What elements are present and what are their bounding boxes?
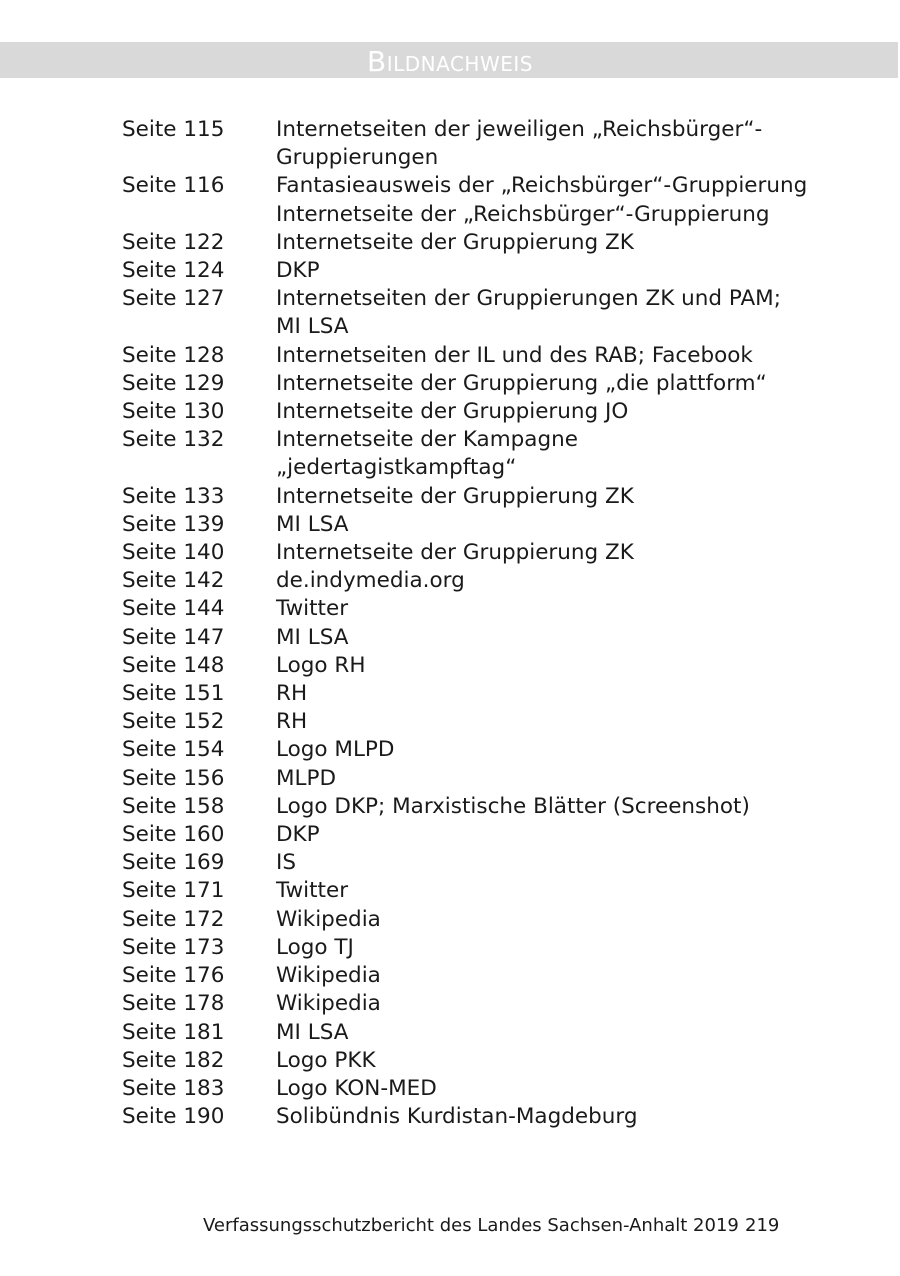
credit-source: Internetseite der Gruppierung ZK [276,483,634,509]
credit-page-label: Seite 173 [122,934,225,960]
credit-page-label: Seite 142 [122,568,225,594]
credit-entry [122,1047,822,1075]
credit-source: IS [276,850,296,876]
credit-page-label: Seite 132 [122,427,225,453]
credit-entry [122,398,822,426]
credit-source: Wikipedia [276,991,381,1017]
credit-source: de.indymedia.org [276,568,465,594]
credit-source: MI LSA [276,1019,349,1045]
credit-page-label: Seite 160 [122,822,225,848]
credit-entry [122,285,822,341]
credit-source: MI LSA [276,511,349,537]
credit-page-label: Seite 128 [122,342,225,368]
credit-source: Twitter [276,878,349,904]
credit-source: Internetseite der Gruppierung „die plattform“ [276,370,767,396]
credit-source: Internetseite der Gruppierung ZK [276,229,634,255]
credit-entry [122,539,822,567]
credit-source: DKP [276,258,320,284]
credit-entry [122,257,822,285]
credit-entry [122,1103,822,1131]
credit-entry [122,1075,822,1103]
credit-page-label: Seite 147 [122,624,225,650]
credit-page-label: Seite 158 [122,793,225,819]
credit-page-label: Seite 148 [122,652,225,678]
credit-page-label: Seite 154 [122,737,225,763]
credit-source: Internetseite der Gruppierung ZK [276,540,634,566]
credit-entry [122,708,822,736]
credit-page-label: Seite 169 [122,850,225,876]
credit-source: Internetseiten der Gruppierungen ZK und PAM; MI LSA [276,286,781,340]
credit-page-label: Seite 182 [122,1047,225,1073]
credits-list [122,116,822,1131]
credit-source: Internetseiten der jeweiligen „Reichsbürger“- Gruppierungen [276,117,763,171]
credit-page-label: Seite 171 [122,878,225,904]
credit-source: Logo DKP; Marxistische Blätter (Screenshot) [276,793,750,819]
credit-entry [122,849,822,877]
credit-source: Logo RH [276,652,366,678]
credit-entry [122,567,822,595]
credit-source: Logo TJ [276,934,354,960]
credit-entry [122,877,822,905]
credit-entry [122,962,822,990]
credit-page-label: Seite 127 [122,286,225,312]
credit-source: DKP [276,822,320,848]
credit-page-label: Seite 129 [122,370,225,396]
credit-entry [122,990,822,1018]
credit-page-label: Seite 151 [122,681,225,707]
credit-entry [122,821,822,849]
footer-publication-title: Verfassungsschutzbericht des Landes Sachsen-Anhalt 2019 [203,1215,739,1236]
credit-source: Internetseite der Gruppierung JO [276,399,629,425]
credit-page-label: Seite 178 [122,991,225,1017]
credit-page-label: Seite 176 [122,963,225,989]
credit-entry [122,765,822,793]
credit-page-label: Seite 156 [122,765,225,791]
credit-page-label: Seite 139 [122,511,225,537]
credit-source: Logo KON-MED [276,1075,437,1101]
credit-source: Wikipedia [276,906,381,932]
credit-page-label: Seite 183 [122,1075,225,1101]
credit-entry [122,483,822,511]
credit-page-label: Seite 116 [122,173,225,199]
credit-source: Internetseite der Kampagne „jedertagistkampftag“ [276,427,578,481]
credit-entry [122,1019,822,1047]
credit-page-label: Seite 172 [122,906,225,932]
credit-entry [122,595,822,623]
credit-entry [122,172,822,228]
credit-page-label: Seite 144 [122,596,225,622]
credit-source: MI LSA [276,624,349,650]
credit-source: Wikipedia [276,963,381,989]
credit-page-label: Seite 122 [122,229,225,255]
credit-source: Fantasieausweis der „Reichsbürger“-Gruppierung Internetseite der „Reichsbürger“-Gruppierung [276,173,808,227]
credit-page-label: Seite 115 [122,117,225,142]
credit-page-label: Seite 181 [122,1019,225,1045]
credit-entry [122,229,822,257]
credit-entry [122,511,822,539]
credit-entry [122,736,822,764]
credit-entry [122,934,822,962]
credit-entry [122,652,822,680]
credit-page-label: Seite 190 [122,1104,225,1130]
credit-entry [122,370,822,398]
credit-page-label: Seite 140 [122,540,225,566]
credit-source: Logo PKK [276,1047,376,1073]
section-title: Bildnachweis [367,45,533,78]
credit-source: Solibündnis Kurdistan-Magdeburg [276,1104,638,1130]
credit-page-label: Seite 152 [122,709,225,735]
credit-entry [122,426,822,482]
credit-source: Internetseiten der IL und des RAB; Facebook [276,342,753,368]
credit-source: RH [276,681,308,707]
footer-page-number: 219 [745,1215,780,1236]
credit-source: Logo MLPD [276,737,395,763]
credit-entry [122,793,822,821]
credit-page-label: Seite 130 [122,399,225,425]
credit-entry [122,906,822,934]
credit-page-label: Seite 133 [122,483,225,509]
credit-entry [122,342,822,370]
credit-source: MLPD [276,765,337,791]
credit-page-label: Seite 124 [122,258,225,284]
credit-entry [122,624,822,652]
credit-source: RH [276,709,308,735]
credit-source: Twitter [276,596,349,622]
credit-entry [122,680,822,708]
credit-entry [122,116,822,172]
